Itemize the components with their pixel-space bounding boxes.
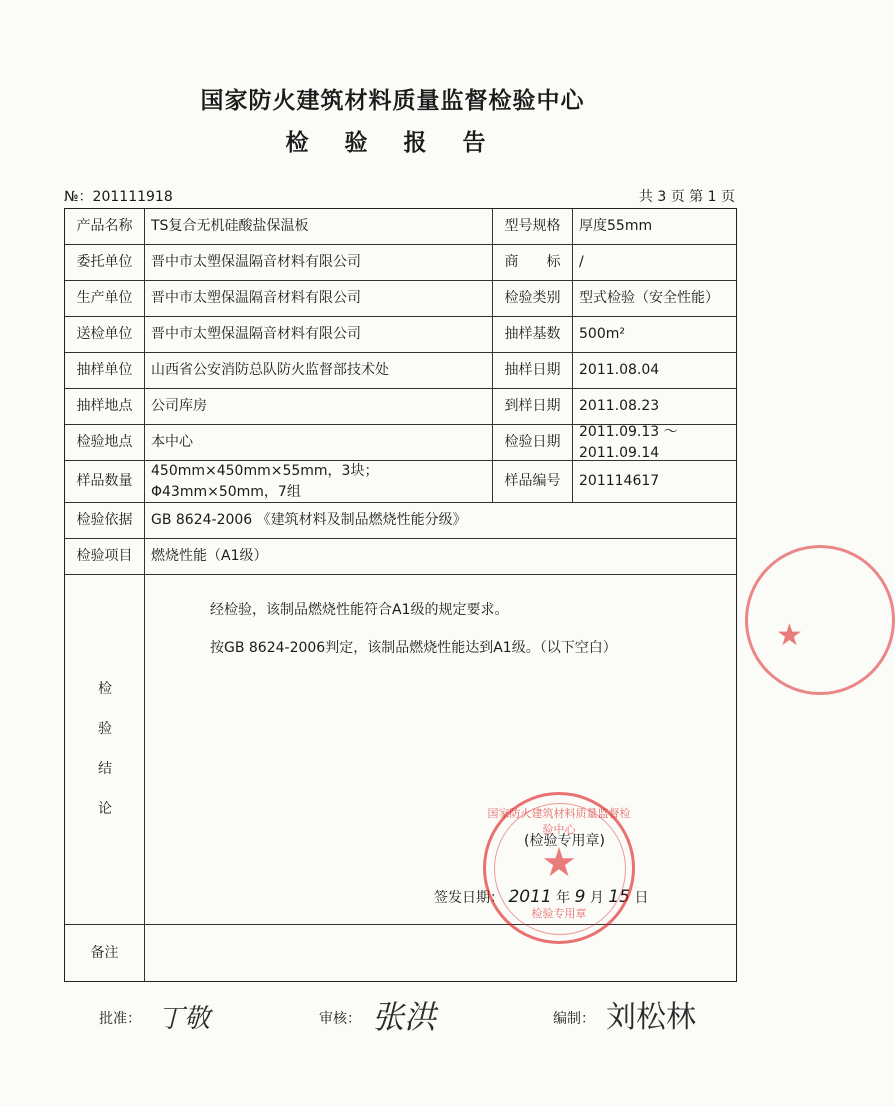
field-label: 送检单位 xyxy=(65,317,145,352)
field-label: 检验依据 xyxy=(65,503,145,538)
table-row xyxy=(65,317,736,353)
review-signature: 张洪 xyxy=(372,998,437,1036)
field-value: 2011.08.23 xyxy=(579,398,660,415)
table-row xyxy=(65,281,736,317)
field-value: 本中心 xyxy=(145,425,493,460)
stamp-note: (检验专用章) xyxy=(524,833,605,849)
field-label: 抽样单位 xyxy=(65,353,145,388)
field-value: 厚度55mm xyxy=(579,218,653,235)
star-icon: ★ xyxy=(776,618,803,653)
edit-signature: 刘松林 xyxy=(606,1000,696,1035)
table-row xyxy=(65,209,736,245)
field-label: 抽样地点 xyxy=(65,389,145,424)
year-label: 年 xyxy=(556,890,571,906)
remarks-label: 备注 xyxy=(65,925,145,981)
field-label: 商 标 xyxy=(493,245,573,280)
field-value: 燃烧性能（A1级） xyxy=(151,548,268,565)
field-label: 生产单位 xyxy=(65,281,145,316)
table-row xyxy=(65,425,736,461)
field-value: 公司库房 xyxy=(145,389,493,424)
field-label: 委托单位 xyxy=(65,245,145,280)
field-label: 检验类别 xyxy=(493,281,573,316)
field-value: GB 8624-2006 《建筑材料及制品燃烧性能分级》 xyxy=(151,512,467,529)
field-value: 晋中市太塑保温隔音材料有限公司 xyxy=(145,281,493,316)
org-title: 国家防火建筑材料质量监督检验中心 xyxy=(200,88,585,114)
table-row xyxy=(65,503,736,539)
conclusion-label-char: 论 xyxy=(98,801,112,817)
report-title: 检 验 报 告 xyxy=(285,130,500,156)
field-label: 检验项目 xyxy=(65,539,145,574)
edge-stamp xyxy=(745,545,895,695)
issue-day: 15 xyxy=(608,887,630,907)
report-table xyxy=(64,208,737,982)
field-value: TS复合无机硅酸盐保温板 xyxy=(145,209,493,244)
issue-date-label: 签发日期： xyxy=(434,890,504,906)
sample-quantity xyxy=(145,461,493,502)
approve-label: 批准： xyxy=(99,1011,141,1027)
official-stamp xyxy=(483,792,635,944)
page-info: 共 3 页 第 1 页 xyxy=(638,189,735,205)
conclusion-label-char: 检 xyxy=(98,681,112,697)
edit-label: 编制： xyxy=(553,1011,595,1027)
conclusion-section xyxy=(65,575,736,925)
table-row xyxy=(65,245,736,281)
field-label: 检验日期 xyxy=(493,425,573,460)
report-number: №：201111918 xyxy=(64,189,173,205)
review-label: 审核： xyxy=(319,1011,361,1027)
field-value: 2011.09.13 ～ 2011.09.14 xyxy=(579,424,678,461)
field-label: 产品名称 xyxy=(65,209,145,244)
day-label: 日 xyxy=(634,890,649,906)
conclusion-label xyxy=(65,575,145,924)
field-value: / xyxy=(579,254,584,271)
stamp-org-text: 国家防火建筑材料质量监督检验中心 xyxy=(487,807,631,836)
table-row xyxy=(65,539,736,575)
remarks-value xyxy=(145,925,736,981)
table-row xyxy=(65,461,736,503)
field-value: 型式检验（安全性能） xyxy=(579,290,719,307)
field-label: 型号规格 xyxy=(493,209,573,244)
star-icon: ★ xyxy=(541,840,577,886)
issue-year: 2011 xyxy=(508,887,552,907)
field-label: 抽样日期 xyxy=(493,353,573,388)
table-row xyxy=(65,353,736,389)
table-row xyxy=(65,389,736,425)
remarks-row xyxy=(65,925,736,981)
conclusion-text: 按GB 8624-2006判定，该制品燃烧性能达到A1级。（以下空白） xyxy=(210,640,617,656)
issue-month: 9 xyxy=(574,887,586,907)
sample-quantity-line: 450mm×450mm×55mm，3块； xyxy=(151,463,379,480)
field-label: 样品编号 xyxy=(493,461,573,502)
field-value: 晋中市太塑保温隔音材料有限公司 xyxy=(145,317,493,352)
field-label: 抽样基数 xyxy=(493,317,573,352)
field-value: 2011.08.04 xyxy=(579,362,660,379)
field-label: 检验地点 xyxy=(65,425,145,460)
conclusion-text: 经检验，该制品燃烧性能符合A1级的规定要求。 xyxy=(210,602,509,618)
month-label: 月 xyxy=(589,890,604,906)
field-value: 500m² xyxy=(579,326,625,343)
stamp-seal-text: 检验专用章 xyxy=(531,907,587,920)
field-value: 山西省公安消防总队防火监督部技术处 xyxy=(145,353,493,388)
approve-signature: 丁敬 xyxy=(158,1004,211,1034)
field-label: 到样日期 xyxy=(493,389,573,424)
field-value: 201114617 xyxy=(579,473,660,490)
sample-quantity-line: Φ43mm×50mm，7组 xyxy=(151,483,301,500)
conclusion-label-char: 验 xyxy=(98,721,112,737)
field-value: 晋中市太塑保温隔音材料有限公司 xyxy=(145,245,493,280)
conclusion-label-char: 结 xyxy=(98,761,112,777)
field-label: 样品数量 xyxy=(65,461,145,502)
